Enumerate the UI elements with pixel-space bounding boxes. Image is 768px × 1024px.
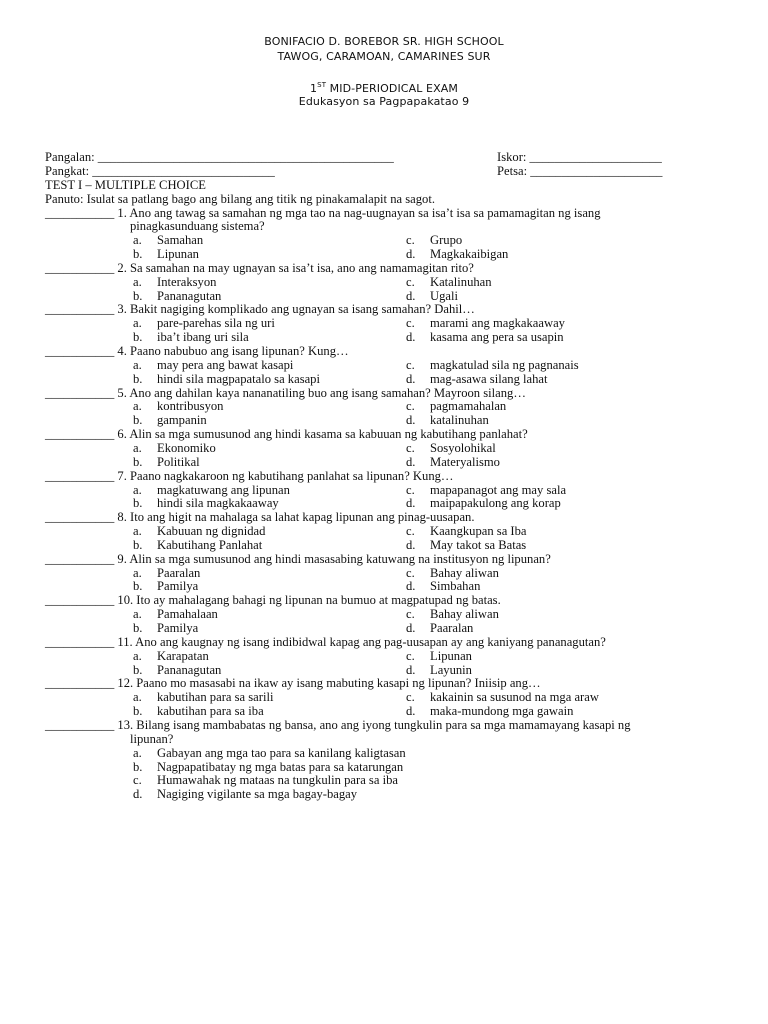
answer-option bbox=[133, 704, 264, 718]
answer-option bbox=[406, 455, 500, 469]
option-text: Magkakaibigan bbox=[430, 247, 509, 262]
option-letter: b. bbox=[133, 621, 143, 635]
option-text: marami ang magkakaaway bbox=[430, 316, 565, 331]
option-text: pagmamahalan bbox=[430, 399, 507, 414]
option-letter: b. bbox=[133, 662, 143, 677]
option-letter: c. bbox=[406, 482, 415, 497]
option-text: kabutihan para sa iba bbox=[157, 704, 264, 719]
option-letter: b. bbox=[133, 759, 143, 774]
answer-option bbox=[406, 316, 565, 330]
section-field[interactable]: Pangkat: _____________________________ bbox=[45, 164, 275, 178]
option-text: Kaangkupan sa Iba bbox=[430, 524, 527, 539]
option-letter: b. bbox=[133, 247, 143, 262]
option-letter: a. bbox=[133, 399, 142, 414]
option-text: Politikal bbox=[157, 454, 200, 469]
option-text: Nagpapatibatay ng mga batas para sa katarungan bbox=[157, 759, 404, 774]
option-text: Kabutihang Panlahat bbox=[157, 537, 263, 552]
option-letter: a. bbox=[133, 482, 142, 497]
option-letter: a. bbox=[133, 690, 142, 705]
answer-option bbox=[133, 621, 198, 635]
option-letter: c. bbox=[406, 524, 415, 539]
option-letter: c. bbox=[406, 607, 415, 622]
answer-option bbox=[133, 579, 198, 593]
answer-option bbox=[133, 330, 249, 344]
question-text: ___________ 8. Ito ang higit na mahalaga sa lahat kapag lipunan ang pinag-uusapan. bbox=[45, 510, 475, 525]
answer-option bbox=[406, 649, 472, 663]
question-text: ___________ 12. Paano mo masasabi na ikaw ay isang mabuting kasapi ng lipunan? Iniisip ang… bbox=[45, 676, 541, 691]
option-letter: d. bbox=[406, 579, 416, 594]
question-text: ___________ 3. Bakit nagiging komplikado ang ugnayan sa isang samahan? Dahil… bbox=[45, 302, 475, 317]
option-text: Bahay aliwan bbox=[430, 607, 499, 622]
option-text: Pananagutan bbox=[157, 662, 222, 677]
option-text: Interaksyon bbox=[157, 274, 217, 289]
option-text: Lipunan bbox=[430, 648, 472, 663]
option-text: May takot sa Batas bbox=[430, 537, 527, 552]
answer-option bbox=[406, 566, 499, 580]
answer-option bbox=[133, 649, 209, 663]
option-letter: b. bbox=[133, 413, 143, 428]
option-letter: d. bbox=[406, 330, 416, 345]
answer-option bbox=[133, 787, 357, 801]
option-text: Gabayan ang mga tao para sa kanilang kaligtasan bbox=[157, 745, 406, 760]
option-text: hindi sila magkakaaway bbox=[157, 496, 279, 511]
answer-option bbox=[406, 690, 599, 704]
option-text: Sosyolohikal bbox=[430, 440, 496, 455]
answer-option bbox=[406, 289, 458, 303]
option-text: Lipunan bbox=[157, 247, 199, 262]
answer-option bbox=[133, 455, 200, 469]
option-text: Samahan bbox=[157, 233, 204, 248]
exam-title bbox=[0, 81, 768, 95]
option-letter: c. bbox=[406, 399, 415, 414]
option-letter: b. bbox=[133, 579, 143, 594]
option-text: kontribusyon bbox=[157, 399, 224, 414]
answer-option bbox=[133, 358, 293, 372]
score-field[interactable]: Iskor: _____________________ bbox=[497, 150, 662, 164]
test-title: TEST I – MULTIPLE CHOICE bbox=[45, 178, 206, 192]
answer-option bbox=[133, 483, 290, 497]
option-text: Katalinuhan bbox=[430, 274, 492, 289]
option-letter: b. bbox=[133, 288, 143, 303]
answer-option bbox=[406, 538, 526, 552]
option-letter: d. bbox=[406, 371, 416, 386]
option-letter: c. bbox=[406, 274, 415, 289]
option-letter: d. bbox=[406, 413, 416, 428]
option-letter: d. bbox=[406, 496, 416, 511]
option-letter: c. bbox=[406, 357, 415, 372]
answer-option bbox=[133, 496, 279, 510]
answer-option bbox=[406, 413, 489, 427]
option-letter: d. bbox=[406, 288, 416, 303]
option-letter: b. bbox=[133, 330, 143, 345]
answer-option bbox=[133, 399, 223, 413]
option-text: pare-parehas sila ng uri bbox=[157, 316, 275, 331]
question-text-continued: pinagkasunduang sistema? bbox=[130, 219, 265, 234]
option-text: Pananagutan bbox=[157, 288, 222, 303]
answer-option bbox=[133, 441, 216, 455]
answer-option bbox=[133, 773, 398, 787]
option-letter: d. bbox=[406, 704, 416, 719]
name-field[interactable]: Pangalan: _______________________________________________ bbox=[45, 150, 394, 164]
option-text: mapapanagot ang may sala bbox=[430, 482, 567, 497]
answer-option bbox=[406, 441, 496, 455]
option-text: kabutihan para sa sarili bbox=[157, 690, 274, 705]
option-letter: b. bbox=[133, 371, 143, 386]
option-letter: c. bbox=[406, 316, 415, 331]
option-text: magkatulad sila ng pagnanais bbox=[430, 357, 579, 372]
question-text: ___________ 13. Bilang isang mambabatas ng bansa, ano ang iyong tungkulin para sa mga mamamayang kasapi ng bbox=[45, 717, 631, 732]
option-text: Paaralan bbox=[157, 565, 201, 580]
option-letter: d. bbox=[406, 662, 416, 677]
answer-option bbox=[406, 483, 566, 497]
option-text: iba’t ibang uri sila bbox=[157, 330, 249, 345]
test-instructions: Panuto: Isulat sa patlang bago ang bilang ang titik ng pinakamalapit na sagot. bbox=[45, 192, 435, 206]
option-text: Materyalismo bbox=[430, 454, 500, 469]
option-text: Pamilya bbox=[157, 621, 199, 635]
answer-option bbox=[406, 358, 579, 372]
option-text: Nagiging vigilante sa mga bagay-bagay bbox=[157, 787, 358, 802]
option-letter: a. bbox=[133, 524, 142, 539]
option-text: maka-mundong mga gawain bbox=[430, 704, 574, 719]
option-letter: a. bbox=[133, 274, 142, 289]
answer-option bbox=[406, 496, 561, 510]
answer-option bbox=[133, 760, 403, 774]
question-text: ___________ 7. Paano nagkakaroon ng kabutihang panlahat sa lipunan? Kung… bbox=[45, 468, 454, 483]
option-letter: d. bbox=[406, 621, 416, 635]
option-letter: b. bbox=[133, 537, 143, 552]
option-text: may pera ang bawat kasapi bbox=[157, 357, 294, 372]
option-text: maipapakulong ang korap bbox=[430, 496, 561, 511]
answer-option bbox=[406, 399, 506, 413]
answer-option bbox=[133, 413, 207, 427]
option-letter: b. bbox=[133, 454, 143, 469]
answer-option bbox=[406, 663, 472, 677]
answer-option bbox=[133, 372, 320, 386]
question-text: ___________ 10. Ito ay mahalagang bahagi ng lipunan na bumuo at magpatupad ng batas. bbox=[45, 593, 501, 608]
option-text: hindi sila magpapatalo sa kasapi bbox=[157, 371, 320, 386]
option-letter: c. bbox=[406, 690, 415, 705]
school-name: BONIFACIO D. BOREBOR SR. HIGH SCHOOL bbox=[264, 35, 504, 48]
option-letter: a. bbox=[133, 233, 142, 248]
option-letter: a. bbox=[133, 607, 142, 622]
answer-option bbox=[406, 524, 527, 538]
answer-option bbox=[133, 538, 262, 552]
option-text: Grupo bbox=[430, 233, 463, 248]
question-text: ___________ 9. Alin sa mga sumusunod ang hindi masasabing katuwang na institusyon ng lipunan? bbox=[45, 551, 551, 566]
question-text-continued: lipunan? bbox=[130, 731, 174, 746]
option-text: kasama ang pera sa usapin bbox=[430, 330, 564, 345]
answer-option bbox=[133, 607, 218, 621]
option-letter: a. bbox=[133, 316, 142, 331]
date-field[interactable]: Petsa: _____________________ bbox=[497, 164, 663, 178]
exam-subject: Edukasyon sa Pagpapakatao 9 bbox=[298, 95, 470, 108]
option-text: Pamahalaan bbox=[157, 607, 218, 622]
answer-option bbox=[133, 316, 275, 330]
answer-option bbox=[406, 330, 564, 344]
option-letter: c. bbox=[406, 565, 415, 580]
option-letter: c. bbox=[133, 773, 142, 788]
option-letter: b. bbox=[133, 496, 143, 511]
option-text: Ugali bbox=[430, 288, 458, 303]
option-text: Kabuuan ng dignidad bbox=[157, 524, 266, 539]
option-text: Karapatan bbox=[157, 648, 209, 663]
answer-option bbox=[406, 275, 492, 289]
exam-number-suffix: ST bbox=[317, 81, 327, 89]
answer-option bbox=[133, 524, 265, 538]
exam-title-text: MID-PERIODICAL EXAM bbox=[326, 82, 458, 95]
option-text: Bahay aliwan bbox=[430, 565, 499, 580]
option-letter: b. bbox=[133, 704, 143, 719]
answer-option bbox=[133, 566, 200, 580]
option-letter: d. bbox=[406, 454, 416, 469]
option-letter: c. bbox=[406, 440, 415, 455]
option-text: Ekonomiko bbox=[157, 440, 216, 455]
answer-option bbox=[133, 275, 216, 289]
answer-option bbox=[406, 621, 473, 635]
option-letter: a. bbox=[133, 648, 142, 663]
option-text: Simbahan bbox=[430, 579, 481, 594]
answer-option bbox=[406, 704, 573, 718]
answer-option bbox=[133, 690, 273, 704]
answer-option bbox=[133, 289, 221, 303]
question-text: ___________ 1. Ano ang tawag sa samahan ng mga tao na nag-uugnayan sa isa’t isa sa pamamagitan ng isang bbox=[45, 205, 601, 220]
option-letter: d. bbox=[406, 247, 416, 262]
school-address: TAWOG, CARAMOAN, CAMARINES SUR bbox=[277, 50, 491, 63]
answer-option bbox=[133, 247, 199, 261]
option-letter: a. bbox=[133, 565, 142, 580]
option-letter: d. bbox=[133, 787, 143, 802]
question-text: ___________ 6. Alin sa mga sumusunod ang hindi kasama sa kabuuan ng kabutihang panlahat? bbox=[45, 427, 528, 442]
option-text: Pamilya bbox=[157, 579, 199, 594]
option-letter: c. bbox=[406, 648, 415, 663]
option-text: kakainin sa susunod na mga araw bbox=[430, 690, 599, 705]
option-letter: a. bbox=[133, 440, 142, 455]
option-letter: c. bbox=[406, 233, 415, 248]
option-text: mag-asawa silang lahat bbox=[430, 371, 548, 386]
option-text: Humawahak ng mataas na tungkulin para sa iba bbox=[157, 773, 398, 788]
option-letter: a. bbox=[133, 357, 142, 372]
answer-option bbox=[406, 579, 480, 593]
option-text: magkatuwang ang lipunan bbox=[157, 482, 290, 497]
answer-option bbox=[133, 746, 406, 760]
answer-option bbox=[133, 233, 203, 247]
answer-option bbox=[133, 663, 221, 677]
question-text: ___________ 2. Sa samahan na may ugnayan sa isa’t isa, ano ang namamagitan rito? bbox=[45, 260, 474, 275]
option-letter: a. bbox=[133, 745, 142, 760]
answer-option bbox=[406, 607, 499, 621]
question-text: ___________ 5. Ano ang dahilan kaya nananatiling buo ang isang samahan? Mayroon silang… bbox=[45, 385, 526, 400]
option-text: Paaralan bbox=[430, 621, 474, 635]
question-text: ___________ 11. Ano ang kaugnay ng isang indibidwal kapag ang pag-uusapan ay ang kaniyang pananagutan? bbox=[45, 634, 606, 649]
option-text: katalinuhan bbox=[430, 413, 489, 428]
exam-number: 1 bbox=[310, 82, 318, 95]
answer-option bbox=[406, 372, 548, 386]
option-letter: d. bbox=[406, 537, 416, 552]
answer-option bbox=[406, 247, 508, 261]
option-text: gampanin bbox=[157, 413, 207, 428]
option-text: Layunin bbox=[430, 662, 472, 677]
answer-option bbox=[406, 233, 462, 247]
question-text: ___________ 4. Paano nabubuo ang isang lipunan? Kung… bbox=[45, 344, 349, 358]
